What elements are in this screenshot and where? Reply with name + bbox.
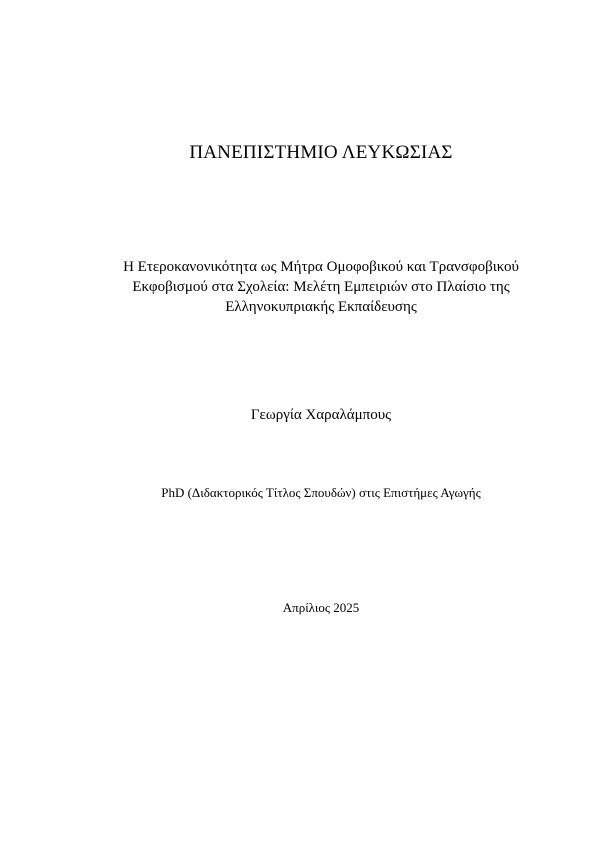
thesis-title-line-1: Η Ετεροκανονικότητα ως Μήτρα Ομοφοβικού και Τρανσφοβικού [123, 259, 519, 275]
degree-statement: PhD (Διδακτορικός Τίτλος Σπουδών) στις Επιστήμες Αγωγής [161, 485, 481, 500]
university-name: ΠΑΝΕΠΙΣΤΗΜΙΟ ΛΕΥΚΩΣΙΑΣ [189, 142, 453, 163]
thesis-title-line-3: Ελληνοκυπριακής Εκπαίδευσης [225, 299, 417, 315]
author-name: Γεωργία Χαραλάμπους [250, 407, 392, 423]
submission-date: Απρίλιος 2025 [282, 600, 360, 615]
thesis-title-line-2: Εκφοβισμού στα Σχολεία: Μελέτη Εμπειριών στο Πλαίσιο της [132, 279, 510, 295]
thesis-title [60, 257, 582, 317]
